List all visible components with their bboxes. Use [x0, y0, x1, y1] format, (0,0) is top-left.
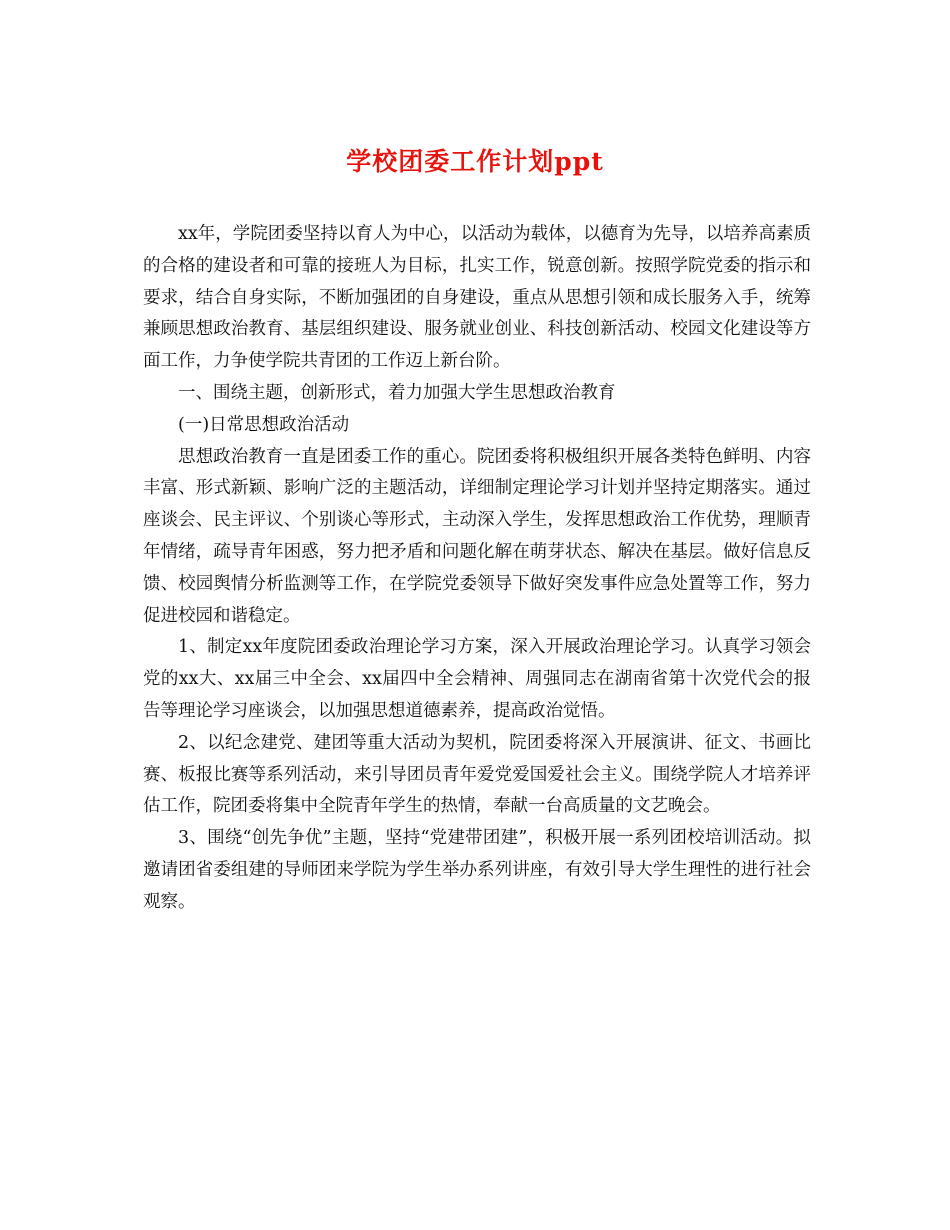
list-item-2: 2、以纪念建党、建团等重大活动为契机，院团委将深入开展演讲、征文、书画比赛、板报比赛等系列活动，来引导团员青年爱党爱国爱社会主义。围绕学院人才培养评估工作，院团委将集中全院青年学生的热情，奉献一台高质量的文艺晚会。	[143, 732, 811, 817]
paragraph-intro: xx年，学院团委坚持以育人为中心，以活动为载体，以德育为先导，以培养高素质的合格的建设者和可靠的接班人为目标，扎实工作，锐意创新。按照学院党委的指示和要求，结合自身实际，不断加强团的自身建设，重点从思想引领和成长服务入手，统筹兼顾思想政治教育、基层组织建设、服务就业创业、科技创新活动、校园文化建设等方面工作，力争使学院共青团的工作迈上新台阶。	[143, 224, 811, 372]
section-heading: 一、围绕主题，创新形式，着力加强大学生思想政治教育	[178, 382, 616, 403]
paragraph-ideology: 思想政治教育一直是团委工作的重心。院团委将积极组织开展各类特色鲜明、内容丰富、形式新颖、影响广泛的主题活动，详细制定理论学习计划并坚持定期落实。通过座谈会、民主评议、个别谈心等形式，主动深入学生，发挥思想政治工作优势，理顺青年情绪，疏导青年困惑，努力把矛盾和问题化解在萌芽状态、解决在基层。做好信息反馈、校园舆情分析监测等工作，在学院党委领导下做好突发事件应急处置等工作，努力促进校园和谐稳定。	[143, 446, 811, 626]
page-title: 学校团委工作计划ppt	[346, 147, 604, 176]
list-item-3: 3、围绕“创先争优”主题，坚持“党建带团建”，积极开展一系列团校培训活动。拟邀请团省委组建的导师团来学院为学生举办系列讲座，有效引导大学生理性的进行社会观察。	[143, 828, 811, 912]
document-body	[143, 219, 811, 919]
subsection-heading: (一)日常思想政治活动	[178, 414, 350, 435]
list-item-1: 1、制定xx年度院团委政治理论学习方案，深入开展政治理论学习。认真学习领会党的xx大、xx届三中全会、xx届四中全会精神、周强同志在湖南省第十次党代会的报告等理论学习座谈会，以加强思想道德素养，提高政治觉悟。	[143, 637, 811, 721]
